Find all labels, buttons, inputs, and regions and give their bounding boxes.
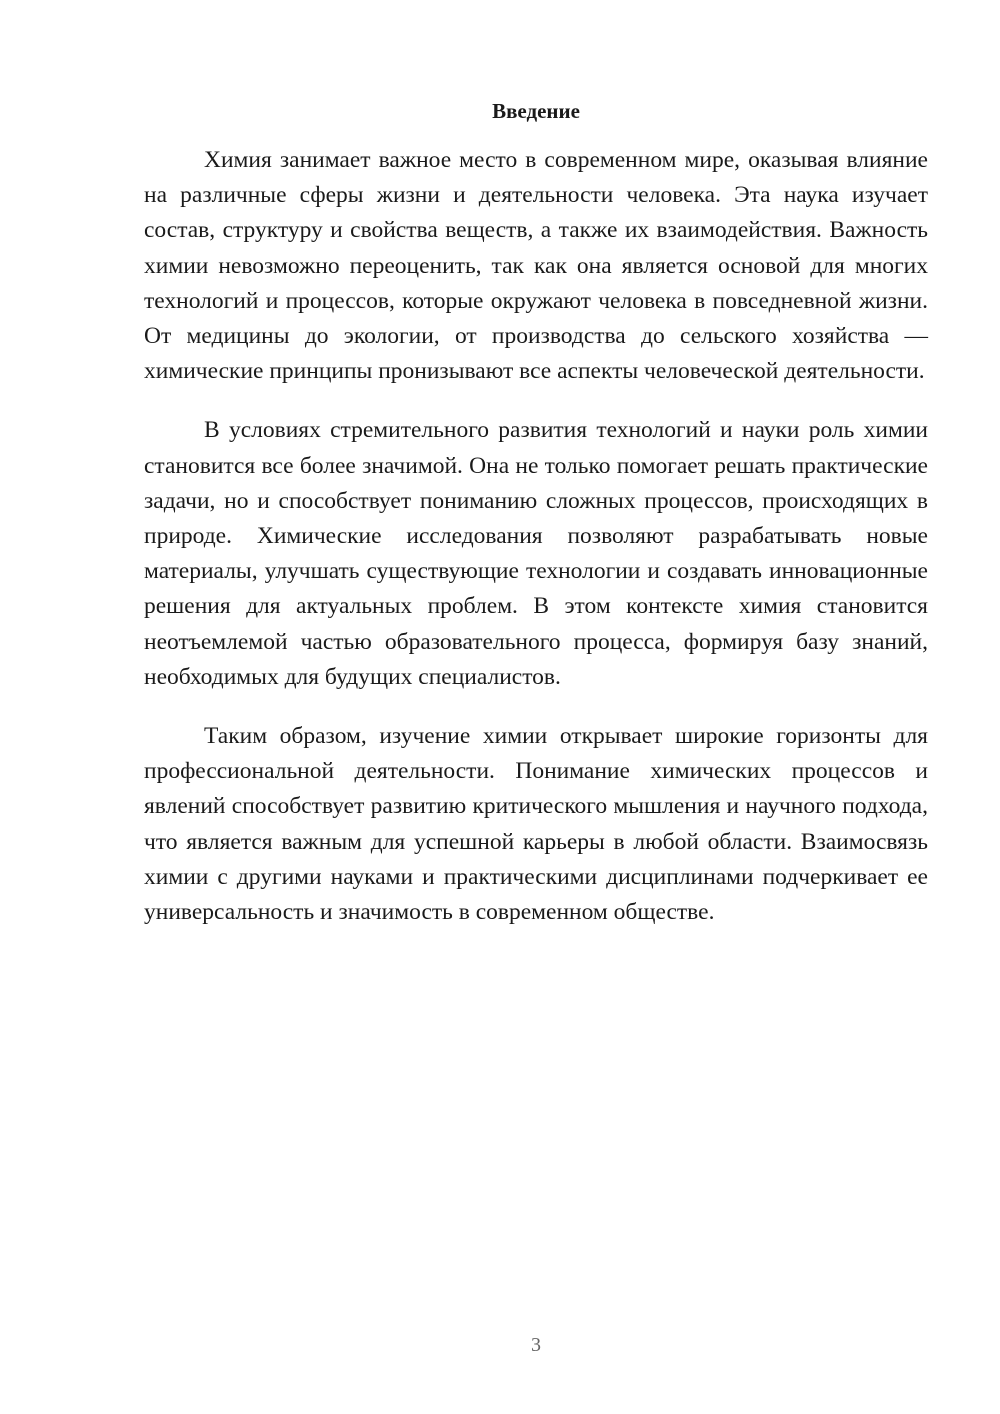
section-title: Введение	[492, 99, 580, 123]
page-number: 3	[531, 1334, 541, 1356]
body-text	[144, 143, 928, 954]
paragraph-1: Химия занимает важное место в современном мире, оказывая влияние на различные сферы жизни и деятельности человека. Эта наука изучает состав, структуру и свойства веществ, а также их взаимодействия. Важность химии невозможно переоценить, так как она является основой для многих технологий и процессов, которые окружают человека в повседневной жизни. От медицины до экологии, от производства до сельского хозяйства — химические принципы пронизывают все аспекты человеческой деятельности.	[144, 147, 928, 385]
paragraph-3: Таким образом, изучение химии открывает широкие горизонты для профессиональной деятельности. Понимание химических процессов и явлений способствует развитию критического мышления и научного подхода, что является важным для успешной карьеры в любой области. Взаимосвязь химии с другими науками и практическими дисциплинами подчеркивает ее универсальность и значимость в современном обществе.	[144, 723, 928, 926]
paragraph-2: В условиях стремительного развития технологий и науки роль химии становится все более значимой. Она не только помогает решать практические задачи, но и способствует пониманию сложных процессов, происходящих в природе. Химические исследования позволяют разрабатывать новые материалы, улучшать существующие технологии и создавать инновационные решения для актуальных проблем. В этом контексте химия становится неотъемлемой частью образовательного процесса, формируя базу знаний, необходимых для будущих специалистов.	[144, 417, 928, 690]
